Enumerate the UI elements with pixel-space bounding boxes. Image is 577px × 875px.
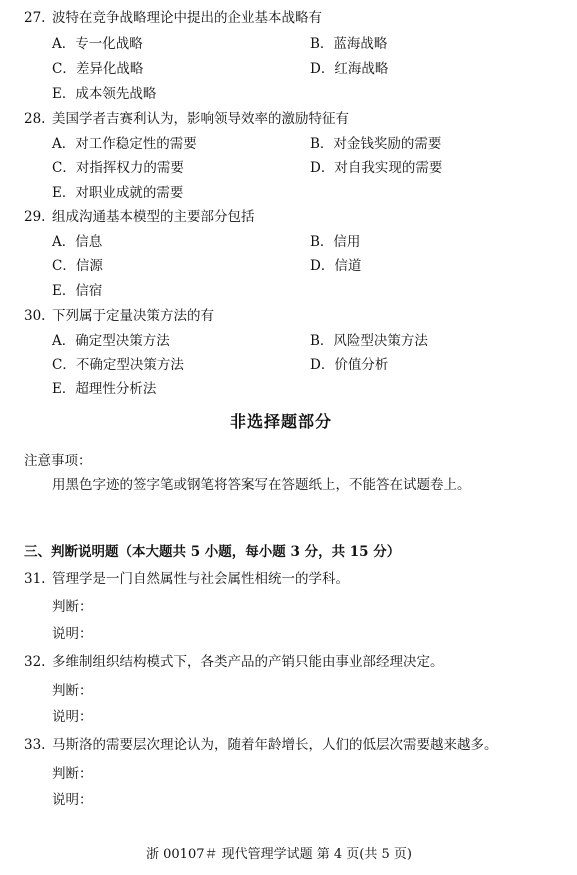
option-a: A．确定型决策方法	[52, 333, 170, 349]
notice-label: 注意事项：	[24, 453, 92, 469]
option-e: E．成本领先战略	[52, 86, 157, 102]
question-stem: 美国学者吉赛利认为，影响领导效率的激励特征有	[52, 111, 349, 127]
page-footer: 浙 00107＃ 现代管理学试题 第 4 页(共 5 页)	[146, 847, 412, 862]
option-a: A．专一化战略	[52, 36, 143, 52]
question-number: 29.	[24, 209, 46, 225]
question-number: 28.	[24, 111, 46, 127]
option-e: E．对职业成就的需要	[52, 185, 184, 201]
option-d: D．信道	[310, 258, 362, 274]
judge-label: 判断：	[52, 683, 93, 699]
option-d: D．价值分析	[310, 357, 389, 373]
question-text: 马斯洛的需要层次理论认为，随着年龄增长，人们的低层次需要越来越多。	[52, 737, 498, 753]
notice-text: 用黑色字迹的签字笔或钢笔将答案写在答题纸上，不能答在试题卷上。	[52, 477, 471, 493]
option-c: C．不确定型决策方法	[52, 357, 184, 373]
option-c: C．差异化战略	[52, 61, 144, 77]
question-text: 管理学是一门自然属性与社会属性相统一的学科。	[52, 571, 349, 587]
option-e: E．超理性分析法	[52, 381, 157, 397]
question-text: 多维制组织结构模式下，各类产品的产销只能由事业部经理决定。	[52, 654, 444, 670]
option-b: B．信用	[310, 234, 361, 250]
section-title: 非选择题部分	[230, 412, 333, 431]
question-number: 32.	[24, 654, 46, 670]
question-number: 33.	[24, 737, 46, 753]
question-number: 27.	[24, 10, 46, 26]
judge-label: 判断：	[52, 766, 93, 782]
question-stem: 组成沟通基本模型的主要部分包括	[52, 209, 255, 225]
option-a: A．信息	[52, 234, 103, 250]
option-a: A．对工作稳定性的需要	[52, 136, 197, 152]
option-c: C．信源	[52, 258, 103, 274]
option-d: D．对自我实现的需要	[310, 160, 443, 176]
section-3-heading: 三、判断说明题（本大题共 5 小题，每小题 3 分，共 15 分）	[24, 544, 401, 560]
question-number: 30.	[24, 308, 46, 324]
option-b: B．对金钱奖励的需要	[310, 136, 442, 152]
option-d: D．红海战略	[310, 61, 389, 77]
option-b: B．蓝海战略	[310, 36, 388, 52]
option-b: B．风险型决策方法	[310, 333, 428, 349]
explain-label: 说明：	[52, 626, 93, 642]
explain-label: 说明：	[52, 709, 93, 725]
judge-label: 判断：	[52, 599, 93, 615]
question-stem: 波特在竞争战略理论中提出的企业基本战略有	[52, 10, 322, 26]
explain-label: 说明：	[52, 792, 93, 808]
option-e: E．信宿	[52, 283, 103, 299]
question-stem: 下列属于定量决策方法的有	[52, 308, 214, 324]
question-number: 31.	[24, 571, 46, 587]
option-c: C．对指挥权力的需要	[52, 160, 184, 176]
